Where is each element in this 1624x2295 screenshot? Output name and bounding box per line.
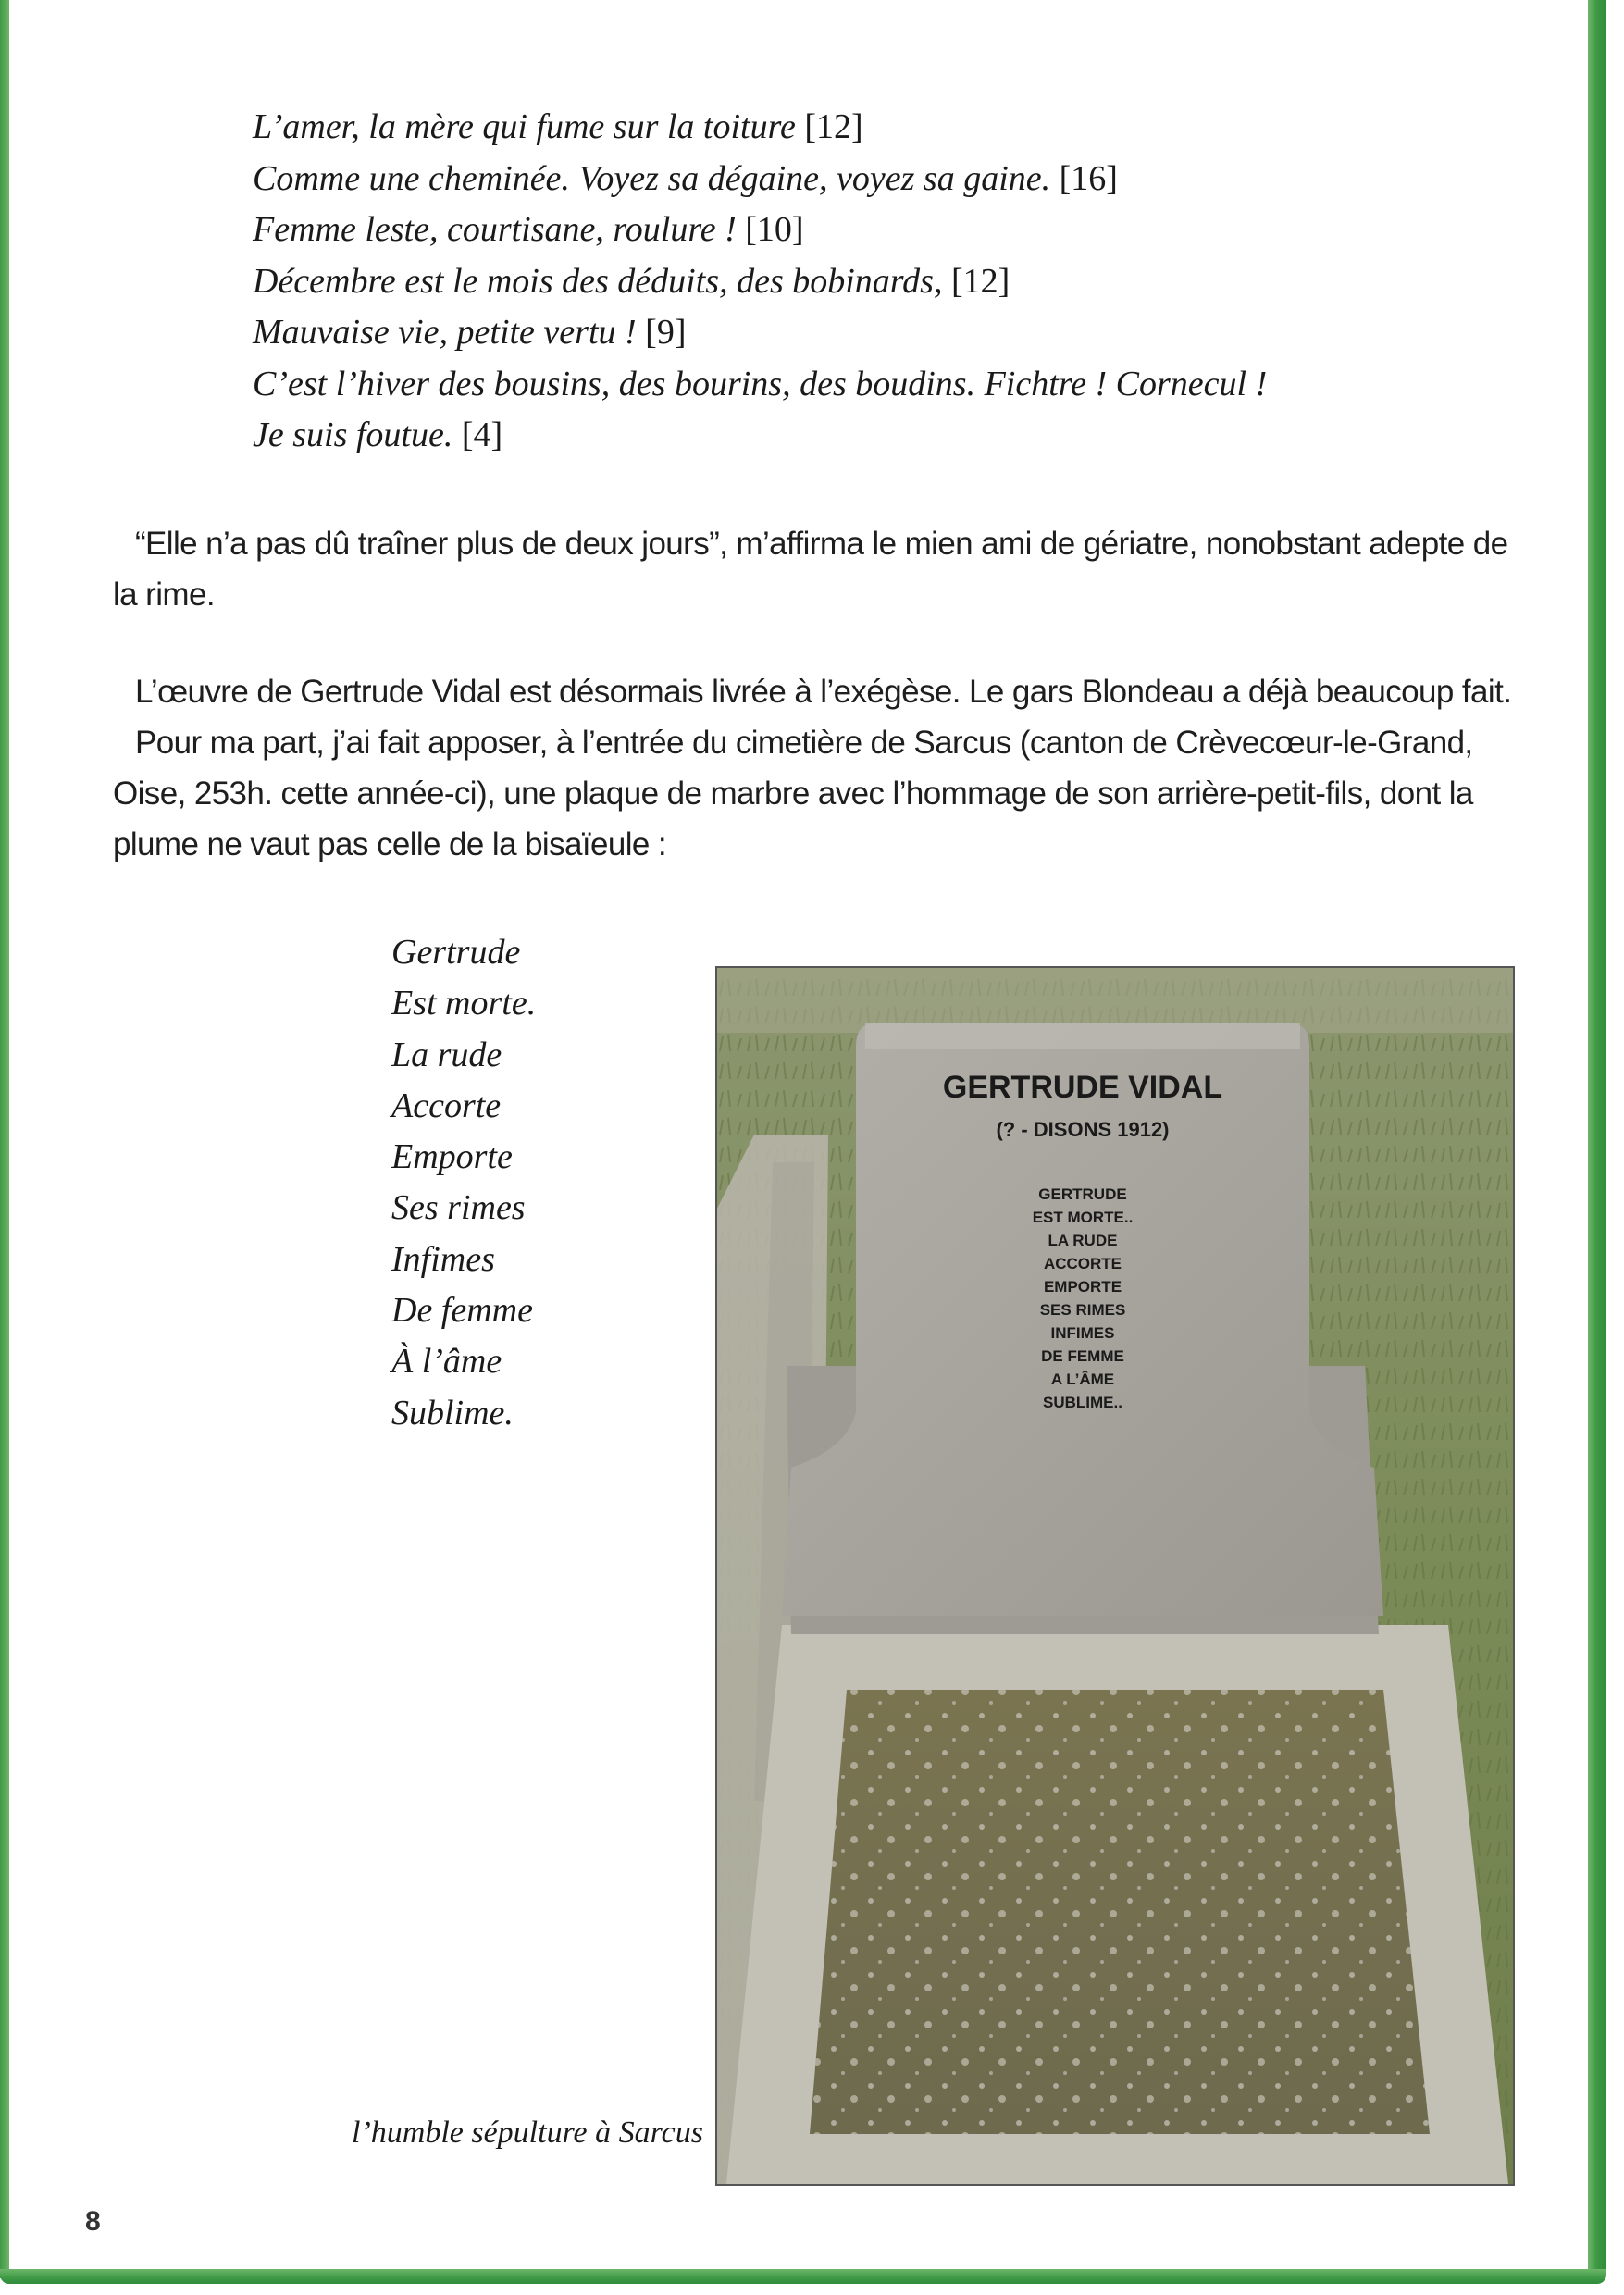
- page-number: 8: [85, 2206, 101, 2237]
- stone-epitaph-line: ACCORTE: [1043, 1255, 1122, 1272]
- epitaph-line: Est morte.: [391, 984, 537, 1023]
- epitaph-line: À l’âme: [391, 1342, 502, 1382]
- paragraph-oeuvre: L’œuvre de Gertrude Vidal est désormais livrée à l’exégèse. Le gars Blondeau a déjà beaucoup fait. Pour ma part, j’ai fait apposer, à l’entrée du cimetière de Sarcus (canton de Crèvecœur-le-Grand, Oise, 253h. cette année-ci), une plaque de marbre avec l’hommage de son arrière-petit-fils, dont la plume ne vaut pas celle de la bisaïeule :: [113, 674, 1512, 862]
- grave-photo: [715, 966, 1515, 2186]
- epitaph-line: Accorte: [391, 1085, 502, 1125]
- stone-epitaph-line: A L’ÂME: [1050, 1371, 1115, 1388]
- poem-line: Femme leste, courtisane, roulure ! [10]: [253, 210, 804, 249]
- poem-epitaph: [391, 927, 669, 1439]
- stone-epitaph-line: EMPORTE: [1043, 1278, 1122, 1296]
- stone-name: GERTRUDE VIDAL: [942, 1070, 1223, 1105]
- poem-line: L’amer, la mère qui fume sur la toiture [12]: [253, 107, 863, 146]
- stone-epitaph-line: GERTRUDE: [1038, 1185, 1127, 1203]
- epitaph-line: Infimes: [391, 1239, 495, 1279]
- page-border-right: [1588, 0, 1606, 2278]
- poem-top: [253, 102, 1502, 462]
- photo-caption: l’humble sépulture à Sarcus: [352, 2115, 703, 2150]
- page-border-left: [0, 0, 9, 2278]
- poem-line: Mauvaise vie, petite vertu ! [9]: [253, 313, 687, 352]
- epitaph-line: Ses rimes: [391, 1188, 526, 1228]
- poem-line: Décembre est le mois des déduits, des bobinards, [12]: [253, 261, 1010, 301]
- epitaph-line: La rude: [391, 1035, 502, 1074]
- epitaph-line: Sublime.: [391, 1393, 514, 1433]
- poem-line: Comme une cheminée. Voyez sa dégaine, voyez sa gaine. [16]: [253, 158, 1118, 198]
- stone-epitaph-line: LA RUDE: [1048, 1232, 1118, 1249]
- poem-line: Je suis foutue. [4]: [253, 416, 503, 454]
- stone-epitaph-line: INFIMES: [1050, 1324, 1115, 1342]
- page-border-bottom: [0, 2269, 1606, 2284]
- stone-epitaph-line: DE FEMME: [1041, 1347, 1124, 1365]
- stone-epitaph-line: SES RIMES: [1039, 1301, 1126, 1319]
- grave-illustration: [717, 968, 1513, 2184]
- paragraph-geriatre: “Elle n’a pas dû traîner plus de deux jours”, m’affirma le mien ami de gériatre, nonobstant adepte de la rime.: [113, 526, 1508, 613]
- epitaph-line: Gertrude: [391, 933, 521, 972]
- epitaph-line: Emporte: [391, 1137, 513, 1177]
- poem-line: C’est l’hiver des bousins, des bourins, des boudins. Fichtre ! Cornecul !: [253, 364, 1268, 403]
- stone-epitaph-line: EST MORTE..: [1032, 1209, 1134, 1226]
- stone-epitaph-line: SUBLIME..: [1043, 1394, 1122, 1411]
- epitaph-line: De femme: [391, 1291, 533, 1331]
- stone-dates: (? - DISONS 1912): [996, 1118, 1170, 1141]
